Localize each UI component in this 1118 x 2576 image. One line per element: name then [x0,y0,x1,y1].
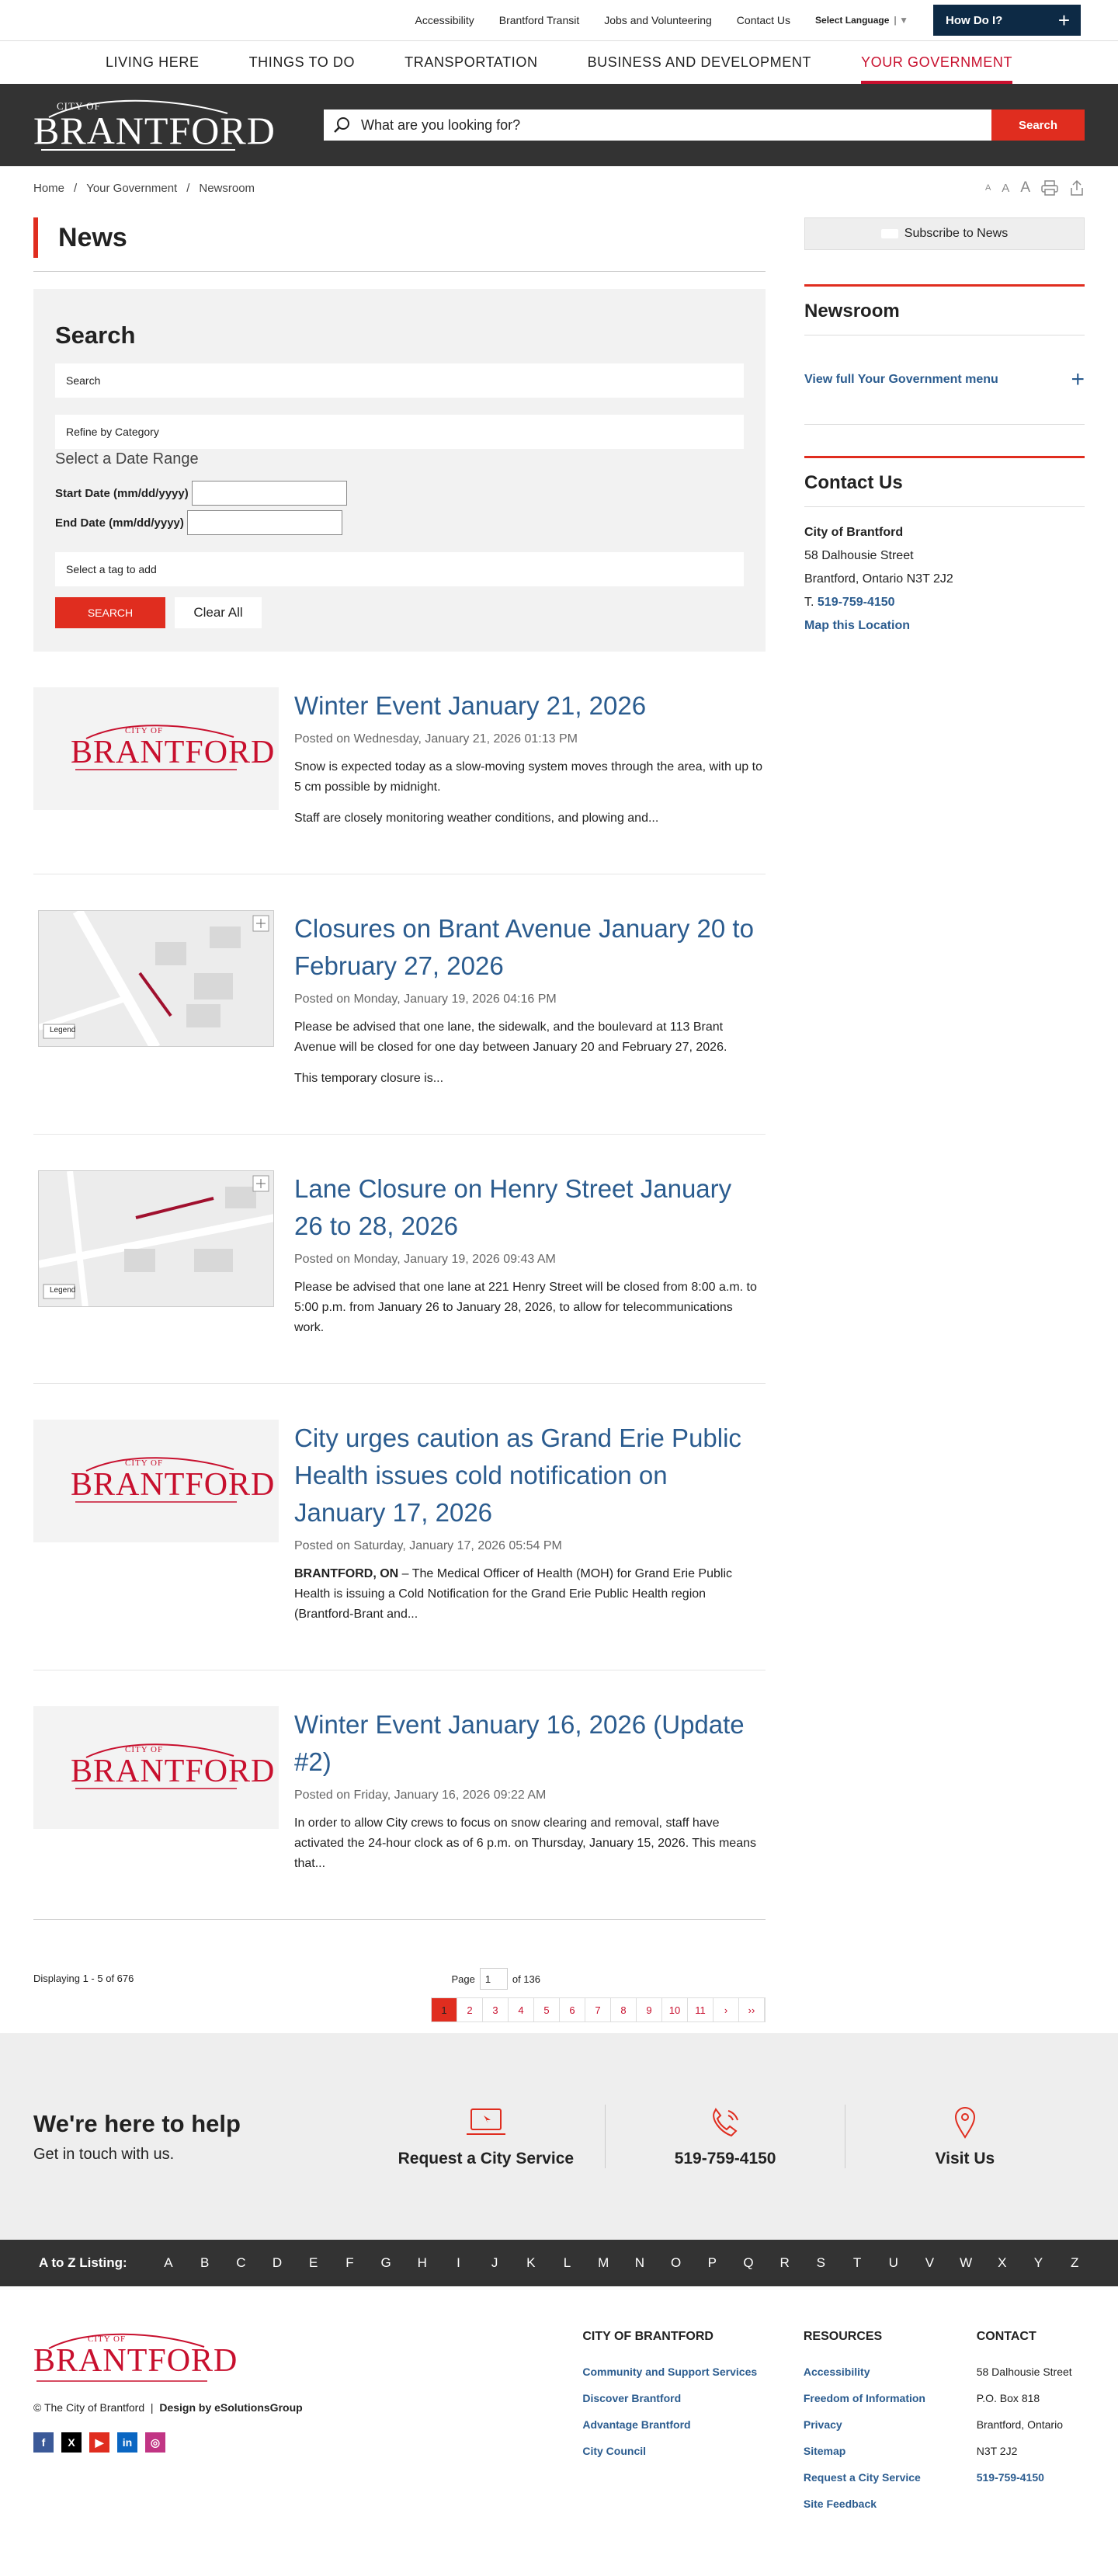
visit-us-label: Visit Us [935,2150,995,2168]
footer-brand [33,2330,582,2576]
logo-city-text: CITY OF [125,1458,164,1468]
news-item [33,652,766,874]
brantford-logo-thumbnail [71,721,276,776]
end-date-input[interactable] [187,510,342,535]
x-icon[interactable]: X [61,2432,82,2453]
a-to-z-letter[interactable]: T [852,2255,862,2270]
nav-living-here[interactable]: LIVING HERE [105,54,200,70]
logo-name-text: BRANTFORD [71,1467,276,1503]
contact-details [804,507,1085,638]
page-title: News [33,217,766,258]
footer [0,2286,1118,2576]
site-search-button[interactable]: Search [991,110,1085,141]
footer-col-contact [977,2330,1085,2576]
main-navigation [0,40,1118,84]
news-thumbnail-map[interactable] [38,1170,274,1307]
page-link-7[interactable]: 7 [585,1998,611,2022]
footer-address: 58 Dalhousie Street [976,2366,1072,2378]
envelope-icon [881,229,898,238]
a-to-z-letter[interactable]: J [491,2255,498,2270]
nav-transportation[interactable]: TRANSPORTATION [404,54,538,70]
text-size-large-icon[interactable]: A [1020,179,1030,196]
breadcrumb-your-government[interactable]: Your Government [86,181,178,195]
page-numbers [431,1997,766,2022]
dateline: BRANTFORD, ON [294,1567,399,1580]
news-item-body [294,1170,766,1349]
map-location-link[interactable]: Map this Location [804,619,910,632]
contact-name: City of Brantford [804,526,904,539]
site-search-placeholder: What are you looking for? [361,116,521,133]
page-link-8[interactable]: 8 [611,1998,637,2022]
page-link-3[interactable]: 3 [483,1998,509,2022]
map-legend: Legend [50,1026,76,1034]
chevron-down-icon: | ▼ [894,15,908,26]
footer-link[interactable]: Request a City Service [803,2471,921,2484]
pagination-controls [416,1968,766,2022]
a-to-z-letter[interactable]: U [888,2255,898,2270]
utility-link-accessibility[interactable]: Accessibility [415,14,474,26]
footer-link[interactable]: City Council [582,2445,647,2457]
news-item-summary-2: Staff are closely monitoring weather conditions, and plowing and... [294,812,659,825]
print-icon[interactable] [1041,180,1058,196]
nav-things-to-do[interactable]: THINGS TO DO [248,54,356,70]
news-item-date: Posted on Monday, January 19, 2026 09:43 AM [294,1253,556,1266]
page-tools [985,179,1085,196]
news-item-summary-text: – The Medical Officer of Health (MOH) for Grand Erie Public Health is issuing a Cold Notification for the Grand Erie Public Health region (Brantford-Brant and... [294,1567,733,1621]
news-item [33,1384,766,1670]
news-item-date: Posted on Saturday, January 17, 2026 05:54 PM [294,1539,562,1552]
map-image [39,911,273,1046]
contact-phone-link[interactable]: 519-759-4150 [817,596,895,609]
language-label: Select Language [815,15,890,26]
youtube-icon[interactable]: ▶ [89,2432,109,2453]
view-full-menu-button[interactable] [804,335,1085,425]
plus-icon: + [1057,9,1070,32]
breadcrumb-row [0,166,1118,210]
start-date-input[interactable] [192,481,347,506]
end-date-label: End Date (mm/dd/yyyy) [55,516,184,530]
page-link-4[interactable]: 4 [509,1998,534,2022]
utility-link-contact[interactable]: Contact Us [736,14,791,26]
page-link-9[interactable]: 9 [637,1998,662,2022]
facebook-icon[interactable]: f [33,2432,54,2453]
news-item-title[interactable]: Closures on Brant Avenue January 20 to February 27, 2026 [294,914,754,980]
footer-link[interactable]: Advantage Brantford [582,2418,691,2431]
breadcrumb: Home / Your Government / Newsroom [33,181,255,195]
contact-address-1: 58 Dalhousie Street [804,549,914,562]
news-item-title[interactable]: Lane Closure on Henry Street January 26 to 28, 2026 [294,1174,732,1240]
page-link-1[interactable]: 1 [432,1998,457,2022]
logo-city-text: CITY OF [125,726,164,735]
news-thumbnail[interactable] [33,687,279,810]
last-page-button[interactable]: ›› [739,1998,765,2022]
news-item-body [294,1706,766,1885]
contact-section [804,456,1085,638]
page-link-10[interactable]: 10 [662,1998,688,2022]
pagination [33,1920,766,2022]
news-item-body [294,1420,766,1636]
newsroom-section [804,284,1085,425]
news-item-title[interactable]: Winter Event January 16, 2026 (Update #2) [294,1710,745,1776]
next-page-button[interactable]: › [714,1998,739,2022]
text-size-medium-icon[interactable]: A [1002,181,1010,195]
brantford-logo[interactable] [33,94,276,156]
a-to-z-letter[interactable]: Z [1070,2255,1079,2270]
footer-link[interactable]: Privacy [803,2418,842,2431]
footer-link[interactable]: Freedom of Information [803,2392,925,2404]
news-thumbnail-map[interactable] [38,910,274,1047]
a-to-z-letter[interactable]: K [526,2255,536,2270]
footer-phone-link[interactable]: 519-759-4150 [976,2471,1044,2484]
page-link-11[interactable]: 11 [688,1998,714,2022]
news-item-summary-2: This temporary closure is... [294,1072,444,1085]
nav-your-government[interactable]: YOUR GOVERNMENT [836,41,1037,84]
logo-city-text: CITY OF [88,2334,127,2344]
search-actions [55,597,744,628]
footer-link[interactable]: Site Feedback [803,2498,877,2510]
logo-name-text: BRANTFORD [33,109,276,152]
footer-link[interactable]: Discover Brantford [582,2392,682,2404]
end-date-row [55,510,744,535]
news-search-panel [33,289,766,652]
a-to-z-letter[interactable]: B [200,2255,210,2270]
nav-business[interactable]: BUSINESS AND DEVELOPMENT [587,54,812,70]
newsroom-title: Newsroom [804,301,1085,335]
laptop-icon [465,2108,507,2139]
view-full-menu-label: View full Your Government menu [804,373,998,386]
news-item-title[interactable]: City urges caution as Grand Erie Public Health issues cold notification on January 17, 2026 [294,1424,741,1527]
a-to-z-letter[interactable]: S [816,2255,826,2270]
page-link-5[interactable]: 5 [534,1998,560,2022]
news-item [33,874,766,1135]
a-to-z-letter[interactable]: V [925,2255,935,2270]
a-to-z-listing [0,2240,1118,2286]
a-to-z-letter[interactable]: O [670,2255,682,2270]
news-item [33,1135,766,1384]
copyright-text: © The City of Brantford [33,2401,145,2414]
logo-name-text: BRANTFORD [71,1754,276,1789]
logo-name-text: BRANTFORD [33,2343,238,2379]
help-heading [33,2110,366,2164]
social-links [33,2432,582,2453]
footer-address: N3T 2J2 [976,2445,1018,2457]
a-to-z-letter[interactable]: Q [743,2255,754,2270]
a-to-z-letter[interactable]: H [417,2255,427,2270]
category-select[interactable]: Refine by Category [55,415,744,449]
visit-us-link[interactable] [845,2105,1085,2168]
logo-city-text: CITY OF [57,100,101,112]
footer-col-city-title: CITY OF BRANTFORD [582,2330,714,2343]
a-to-z-letter[interactable]: A [164,2255,173,2270]
contact-title: Contact Us [804,472,1085,507]
page-total: of 136 [512,1973,540,1985]
utility-link-jobs[interactable]: Jobs and Volunteering [604,14,712,26]
contact-address-2: Brantford, Ontario N3T 2J2 [804,572,953,586]
a-to-z-letter[interactable]: C [236,2255,246,2270]
page-link-6[interactable]: 6 [560,1998,585,2022]
page-link-2[interactable]: 2 [457,1998,483,2022]
utility-link-transit[interactable]: Brantford Transit [498,14,580,26]
utility-bar [0,0,1118,40]
a-to-z-letter[interactable]: P [707,2255,717,2270]
request-service-link[interactable] [366,2105,606,2168]
subscribe-button[interactable] [804,217,1085,250]
results-count: Displaying 1 - 5 of 676 [33,1973,134,1984]
how-do-i-label: How Do I? [946,13,1003,27]
footer-logo[interactable] [33,2330,238,2387]
a-to-z-letter[interactable]: I [457,2255,460,2270]
search-submit-button[interactable]: SEARCH [55,597,165,628]
footer-col-city [582,2330,804,2576]
a-to-z-letter[interactable]: Y [1033,2255,1043,2270]
tag-input[interactable]: Select a tag to add [55,552,744,586]
a-to-z-letter[interactable]: F [345,2255,354,2270]
search-icon [333,116,350,134]
text-size-small-icon[interactable]: A [984,183,991,193]
subscribe-label: Subscribe to News [904,227,1009,240]
design-credit-link[interactable]: Design by eSolutionsGroup [159,2401,303,2414]
a-to-z-letter[interactable]: W [960,2255,973,2270]
news-item-summary: Snow is expected today as a slow-moving system moves through the area, with up to 5 cm possible by midnight. [294,760,762,794]
a-to-z-letter[interactable]: D [272,2255,283,2270]
news-thumbnail[interactable] [33,1706,279,1829]
a-to-z-letter[interactable]: N [634,2255,645,2270]
footer-address: Brantford, Ontario [976,2418,1063,2431]
a-to-z-letter[interactable]: R [779,2255,790,2270]
footer-link[interactable]: Accessibility [803,2366,870,2378]
how-do-i-button[interactable] [933,5,1081,36]
a-to-z-title: A to Z Listing: [39,2255,127,2270]
location-pin-icon [953,2106,977,2139]
phone-link[interactable] [606,2105,845,2168]
map-legend: Legend [50,1286,76,1295]
plus-icon: + [1071,367,1085,392]
news-item-summary: Please be advised that one lane at 221 Henry Street will be closed from 8:00 a.m. to 5:00 p.m. from January 26 to January 28, 2026, to allow for telecommunications work. [294,1281,757,1334]
copyright: © The City of Brantford | Design by eSolutionsGroup [33,2401,303,2414]
news-item-title[interactable]: Winter Event January 21, 2026 [294,691,647,720]
footer-col-contact-title: CONTACT [976,2330,1036,2343]
divider [33,271,766,272]
clear-all-button[interactable]: Clear All [175,597,262,628]
news-thumbnail[interactable] [33,1420,279,1542]
a-to-z-letter[interactable]: X [998,2255,1007,2270]
instagram-icon[interactable]: ◎ [145,2432,165,2453]
news-item-body [294,910,766,1100]
contact-phone-row [804,591,1085,614]
page-input[interactable]: 1 [480,1968,508,1990]
a-to-z-letter[interactable]: L [563,2255,571,2270]
news-search-input[interactable]: Search [55,363,744,398]
news-item-summary: Please be advised that one lane, the sidewalk, and the boulevard at 113 Brant Avenue will be closed for one day between January 20 and February 27, 2026. [294,1020,727,1054]
brantford-logo-thumbnail [71,1454,276,1508]
main-column [33,210,766,2022]
help-subtitle: Get in touch with us. [33,2145,175,2163]
footer-col-resources [804,2330,977,2576]
footer-col-resources-title: RESOURCES [803,2330,883,2343]
page-label: Page [451,1973,475,1985]
logo-city-text: CITY OF [125,1745,164,1754]
news-item [33,1670,766,1920]
map-image [39,1171,273,1306]
news-item-date: Posted on Friday, January 16, 2026 09:22 AM [294,1789,547,1802]
footer-link[interactable]: Community and Support Services [582,2366,758,2378]
phone-icon [708,2108,742,2139]
language-select[interactable] [815,15,908,26]
phone-prefix: T. [804,596,814,609]
footer-address: P.O. Box 818 [976,2392,1040,2404]
help-band [0,2033,1118,2240]
news-item-body [294,687,766,840]
page-jump [451,1968,540,1990]
header-bar [0,84,1118,166]
a-to-z-letter[interactable]: G [380,2255,391,2270]
breadcrumb-home[interactable]: Home [33,181,65,195]
site-search-input[interactable] [324,110,991,141]
breadcrumb-newsroom[interactable]: Newsroom [199,181,255,195]
a-to-z-letter[interactable]: M [598,2255,609,2270]
news-item-date: Posted on Monday, January 19, 2026 04:16 PM [294,993,557,1006]
linkedin-icon[interactable]: in [117,2432,137,2453]
site-search [324,110,1085,141]
share-icon[interactable] [1069,179,1085,196]
news-item-summary [294,1564,766,1625]
sidebar [804,210,1085,2022]
footer-link[interactable]: Sitemap [803,2445,846,2457]
news-search-title: Search [55,322,136,349]
logo-name-text: BRANTFORD [71,735,276,770]
help-title: We're here to help [33,2109,241,2137]
a-to-z-letter[interactable]: E [309,2255,318,2270]
start-date-label: Start Date (mm/dd/yyyy) [55,486,189,500]
news-item-summary: In order to allow City crews to focus on snow clearing and removal, staff have activated the 24-hour clock as of 6 p.m. on Thursday, January 15, 2026. This means that... [294,1816,756,1870]
news-item-date: Posted on Wednesday, January 21, 2026 01:13 PM [294,732,578,746]
brantford-logo-thumbnail [71,1740,276,1795]
start-date-row [55,481,744,506]
date-range-label: Select a Date Range [55,450,199,468]
phone-label: 519-759-4150 [674,2150,776,2168]
content-area [0,210,1118,2022]
request-service-label: Request a City Service [398,2150,575,2168]
